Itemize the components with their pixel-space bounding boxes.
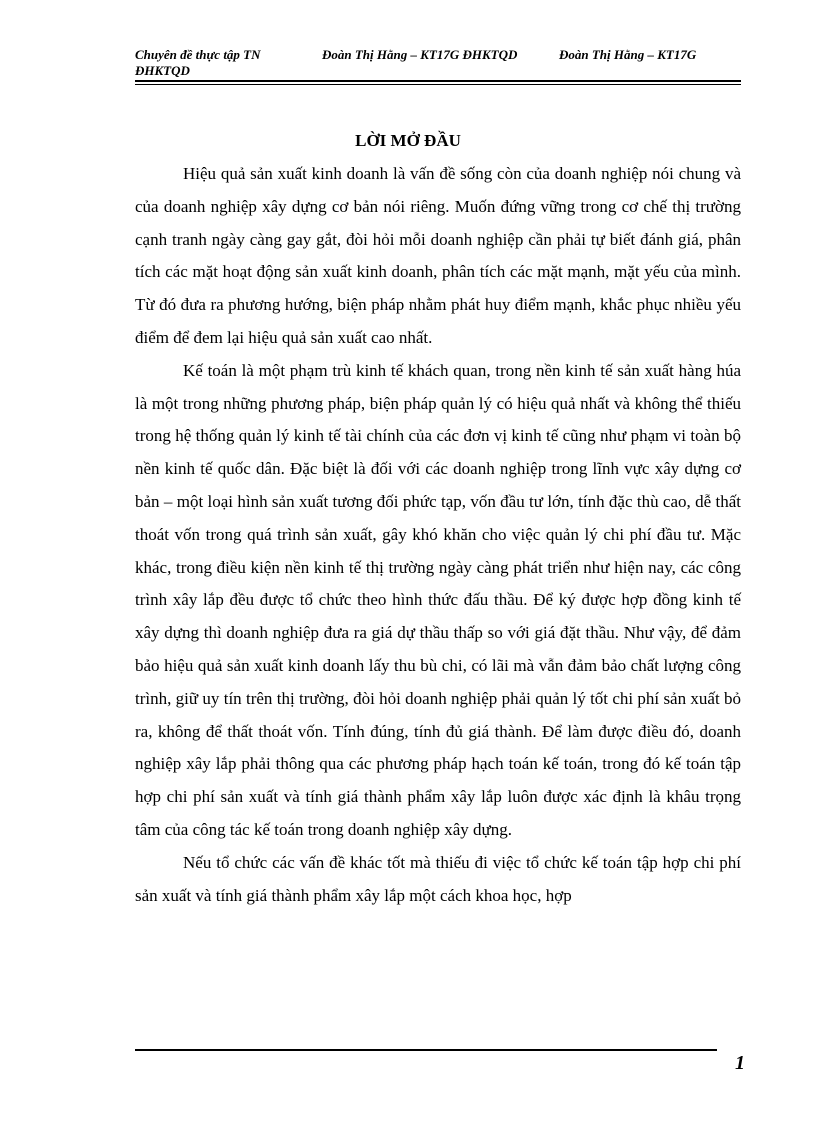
paragraph: Kế toán là một phạm trù kinh tế khách quan, trong nền kinh tế sản xuất hàng húa là một trong những phương pháp, biện pháp quản lý có hiệu quả nhất và không thể thiếu trong hệ thống quản lý kinh tế tài chính của các đơn vị kinh tế cũng như phạm vi toàn bộ nền kinh tế quốc dân. Đặc biệt là đối với các doanh nghiệp trong lĩnh vực xây dựng cơ bản – một loại hình sản xuất tương đối phức tạp, vốn đầu tư lớn, tính đặc thù cao, dễ thất thoát vốn trong quá trình sản xuất, gây khó khăn cho việc quản lý chi phí đầu tư. Mặc khác, trong điều kiện nền kinh tế thị trường ngày càng phát triển như hiện nay, các công trình xây lắp đều được tổ chức theo hình thức đấu thầu. Để ký được hợp đồng kinh tế xây dựng thì doanh nghiệp đưa ra giá dự thầu thấp so với giá đặt thầu. Như vậy, để đảm bảo hiệu quả sản xuất kinh doanh lấy thu bù chi, có lãi mà vẫn đảm bảo chất lượng công trình, giữ uy tín trên thị trường, đòi hỏi doanh nghiệp phải quản lý tốt chi phí sản xuất bỏ ra, không để thất thoát vốn. Tính đúng, tính đủ giá thành. Để làm được điều đó, doanh nghiệp xây lắp phải thông qua các phương pháp hạch toán kế toán, trong đó kế toán tập hợp chi phí sản xuất và tính giá thành phẩm xây lắp luôn được xác định là khâu trọng tâm của công tác kế toán trong doanh nghiệp xây dựng.	[135, 360, 741, 839]
header-middle-text: Đoàn Thị Hằng – KT17G ĐHKTQD	[322, 47, 518, 62]
document-body	[135, 158, 741, 912]
header-right-text: Đoàn Thị Hằng – KT17G	[559, 47, 697, 62]
document-title: LỜI MỞ ĐẦU	[355, 131, 461, 150]
header-left-text: Chuyên đề thực tập TN ĐHKTQD	[135, 47, 261, 78]
header-rule-thin	[135, 84, 741, 85]
page-number: 1	[735, 1052, 745, 1074]
paragraph: Hiệu quả sản xuất kinh doanh là vấn đề sống còn của doanh nghiệp nói chung và của doanh nghiệp xây dựng cơ bản nói riêng. Muốn đứng vững trong cơ chế thị trường cạnh tranh ngày càng gay gắt, đòi hỏi mỗi doanh nghiệp cần phải tự biết đánh giá, phân tích các mặt hoạt động sản xuất kinh doanh, phân tích các mặt mạnh, mặt yếu của mình. Từ đó đưa ra phương hướng, biện pháp nhằm phát huy điểm mạnh, khắc phục nhiều yếu điểm để đem lại hiệu quả sản xuất cao nhất.	[135, 164, 741, 347]
footer-rule	[135, 1049, 717, 1051]
header-rule-thick	[135, 80, 741, 82]
paragraph: Nếu tổ chức các vấn đề khác tốt mà thiếu đi việc tổ chức kế toán tập hợp chi phí sản xuất và tính giá thành phẩm xây lắp một cách khoa học, hợp	[135, 852, 741, 905]
